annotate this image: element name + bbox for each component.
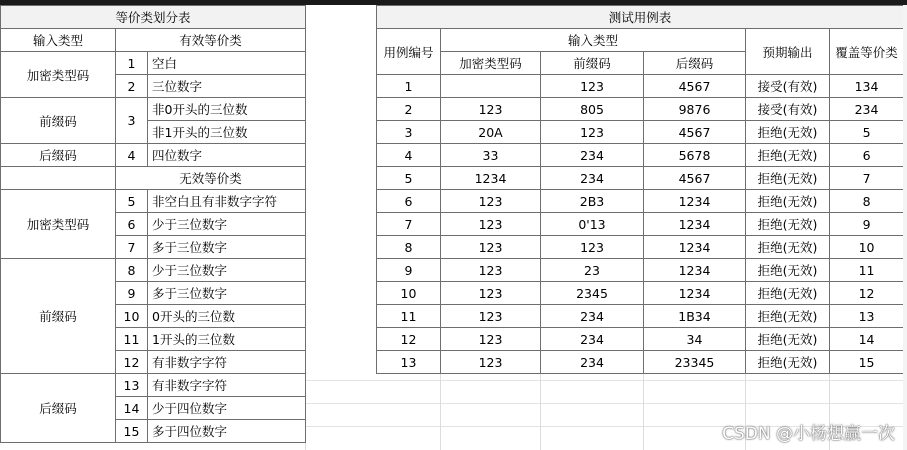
covered-classes-cell: 12 <box>830 282 904 305</box>
expected-output-cell: 拒绝(无效) <box>746 259 830 282</box>
test-case-rows <box>377 75 904 374</box>
expected-output-cell: 接受(有效) <box>746 98 830 121</box>
class-desc: 1开头的三位数 <box>148 328 306 351</box>
case-no-cell: 2 <box>377 98 441 121</box>
expected-output-cell: 拒绝(无效) <box>746 328 830 351</box>
right-table-title: 测试用例表 <box>377 6 904 29</box>
expected-output-cell: 拒绝(无效) <box>746 190 830 213</box>
covered-classes-cell: 6 <box>830 144 904 167</box>
header-invalid-class: 无效等价类 <box>116 167 306 190</box>
encryption-code-cell: 123 <box>441 213 541 236</box>
suffix-code-cell: 23345 <box>644 351 746 374</box>
header-covered-classes: 覆盖等价类 <box>830 29 904 75</box>
class-no: 12 <box>116 351 148 374</box>
covered-classes-cell: 13 <box>830 305 904 328</box>
prefix-code-cell: 23 <box>541 259 644 282</box>
class-desc: 多于三位数字 <box>148 282 306 305</box>
type-cell: 前缀码 <box>1 259 116 374</box>
covered-classes-cell: 10 <box>830 236 904 259</box>
encryption-code-cell: 20A <box>441 121 541 144</box>
right-edge <box>903 5 907 450</box>
spreadsheet-area <box>0 5 907 450</box>
class-desc: 0开头的三位数 <box>148 305 306 328</box>
type-cell: 后缀码 <box>1 144 116 167</box>
encryption-code-cell <box>441 75 541 98</box>
case-no-cell: 8 <box>377 236 441 259</box>
class-desc: 有非数字字符 <box>148 351 306 374</box>
covered-classes-cell: 9 <box>830 213 904 236</box>
class-desc: 非1开头的三位数 <box>148 121 306 144</box>
table-row <box>377 167 904 190</box>
prefix-code-cell: 123 <box>541 121 644 144</box>
suffix-code-cell: 1B34 <box>644 305 746 328</box>
class-no: 10 <box>116 305 148 328</box>
test-case-table <box>376 5 904 374</box>
type-cell: 后缀码 <box>1 374 116 443</box>
table-row <box>377 213 904 236</box>
class-no: 2 <box>116 75 148 98</box>
suffix-code-cell: 4567 <box>644 75 746 98</box>
prefix-code-cell: 2B3 <box>541 190 644 213</box>
class-no: 11 <box>116 328 148 351</box>
table-row <box>377 75 904 98</box>
expected-output-cell: 拒绝(无效) <box>746 167 830 190</box>
case-no-cell: 4 <box>377 144 441 167</box>
expected-output-cell: 拒绝(无效) <box>746 144 830 167</box>
case-no-cell: 11 <box>377 305 441 328</box>
class-no: 9 <box>116 282 148 305</box>
expected-output-cell: 拒绝(无效) <box>746 213 830 236</box>
table-row <box>377 144 904 167</box>
case-no-cell: 1 <box>377 75 441 98</box>
equivalence-class-table <box>0 5 306 443</box>
case-no-cell: 5 <box>377 167 441 190</box>
expected-output-cell: 拒绝(无效) <box>746 351 830 374</box>
class-no: 6 <box>116 213 148 236</box>
class-desc: 四位数字 <box>148 144 306 167</box>
header-valid-class: 有效等价类 <box>116 29 306 52</box>
encryption-code-cell: 123 <box>441 282 541 305</box>
table-row <box>377 121 904 144</box>
header-case-no: 用例编号 <box>377 29 441 75</box>
header-encryption-code: 加密类型码 <box>441 52 541 75</box>
prefix-code-cell: 234 <box>541 328 644 351</box>
prefix-code-cell: 123 <box>541 236 644 259</box>
class-no: 15 <box>116 420 148 443</box>
expected-output-cell: 接受(有效) <box>746 75 830 98</box>
covered-classes-cell: 15 <box>830 351 904 374</box>
suffix-code-cell: 1234 <box>644 282 746 305</box>
class-no: 3 <box>116 98 148 144</box>
left-table-title: 等价类划分表 <box>1 6 306 29</box>
table-row <box>377 190 904 213</box>
case-no-cell: 10 <box>377 282 441 305</box>
expected-output-cell: 拒绝(无效) <box>746 121 830 144</box>
class-desc: 多于三位数字 <box>148 236 306 259</box>
prefix-code-cell: 0'13 <box>541 213 644 236</box>
table-row <box>377 305 904 328</box>
header-expected-output: 预期输出 <box>746 29 830 75</box>
class-no: 8 <box>116 259 148 282</box>
suffix-code-cell: 4567 <box>644 167 746 190</box>
covered-classes-cell: 8 <box>830 190 904 213</box>
prefix-code-cell: 234 <box>541 167 644 190</box>
class-no: 1 <box>116 52 148 75</box>
type-cell: 前缀码 <box>1 98 116 144</box>
table-row <box>377 259 904 282</box>
prefix-code-cell: 123 <box>541 75 644 98</box>
suffix-code-cell: 34 <box>644 328 746 351</box>
type-cell: 加密类型码 <box>1 190 116 259</box>
class-desc: 三位数字 <box>148 75 306 98</box>
class-desc: 非0开头的三位数 <box>148 98 306 121</box>
suffix-code-cell: 1234 <box>644 236 746 259</box>
suffix-code-cell: 1234 <box>644 213 746 236</box>
suffix-code-cell: 1234 <box>644 190 746 213</box>
covered-classes-cell: 14 <box>830 328 904 351</box>
case-no-cell: 12 <box>377 328 441 351</box>
suffix-code-cell: 1234 <box>644 259 746 282</box>
expected-output-cell: 拒绝(无效) <box>746 236 830 259</box>
suffix-code-cell: 4567 <box>644 121 746 144</box>
class-desc: 空白 <box>148 52 306 75</box>
encryption-code-cell: 123 <box>441 259 541 282</box>
covered-classes-cell: 7 <box>830 167 904 190</box>
prefix-code-cell: 2345 <box>541 282 644 305</box>
header-input-type: 输入类型 <box>1 29 116 52</box>
covered-classes-cell: 11 <box>830 259 904 282</box>
case-no-cell: 13 <box>377 351 441 374</box>
table-row <box>377 328 904 351</box>
table-row <box>377 236 904 259</box>
encryption-code-cell: 123 <box>441 98 541 121</box>
suffix-code-cell: 5678 <box>644 144 746 167</box>
covered-classes-cell: 234 <box>830 98 904 121</box>
encryption-code-cell: 123 <box>441 305 541 328</box>
class-no: 13 <box>116 374 148 397</box>
encryption-code-cell: 123 <box>441 328 541 351</box>
prefix-code-cell: 234 <box>541 351 644 374</box>
prefix-code-cell: 234 <box>541 305 644 328</box>
encryption-code-cell: 123 <box>441 236 541 259</box>
csdn-watermark: CSDN @小杨想赢一次 <box>722 424 895 444</box>
case-no-cell: 7 <box>377 213 441 236</box>
class-no: 5 <box>116 190 148 213</box>
table-row <box>377 98 904 121</box>
class-no: 4 <box>116 144 148 167</box>
case-no-cell: 9 <box>377 259 441 282</box>
table-row <box>377 351 904 374</box>
encryption-code-cell: 1234 <box>441 167 541 190</box>
class-desc: 少于四位数字 <box>148 397 306 420</box>
case-no-cell: 3 <box>377 121 441 144</box>
encryption-code-cell: 123 <box>441 351 541 374</box>
encryption-code-cell: 33 <box>441 144 541 167</box>
header-prefix: 前缀码 <box>541 52 644 75</box>
type-cell: 加密类型码 <box>1 52 116 98</box>
class-desc: 多于四位数字 <box>148 420 306 443</box>
class-no: 14 <box>116 397 148 420</box>
encryption-code-cell: 123 <box>441 190 541 213</box>
class-desc: 非空白且有非数字字符 <box>148 190 306 213</box>
class-desc: 少于三位数字 <box>148 259 306 282</box>
prefix-code-cell: 234 <box>541 144 644 167</box>
header-suffix: 后缀码 <box>644 52 746 75</box>
case-no-cell: 6 <box>377 190 441 213</box>
expected-output-cell: 拒绝(无效) <box>746 305 830 328</box>
class-desc: 有非数字字符 <box>148 374 306 397</box>
class-desc: 少于三位数字 <box>148 213 306 236</box>
suffix-code-cell: 9876 <box>644 98 746 121</box>
covered-classes-cell: 5 <box>830 121 904 144</box>
table-row <box>377 282 904 305</box>
expected-output-cell: 拒绝(无效) <box>746 282 830 305</box>
prefix-code-cell: 805 <box>541 98 644 121</box>
class-no: 7 <box>116 236 148 259</box>
header-input-type: 输入类型 <box>441 29 746 52</box>
covered-classes-cell: 134 <box>830 75 904 98</box>
blank-cell <box>1 167 116 190</box>
